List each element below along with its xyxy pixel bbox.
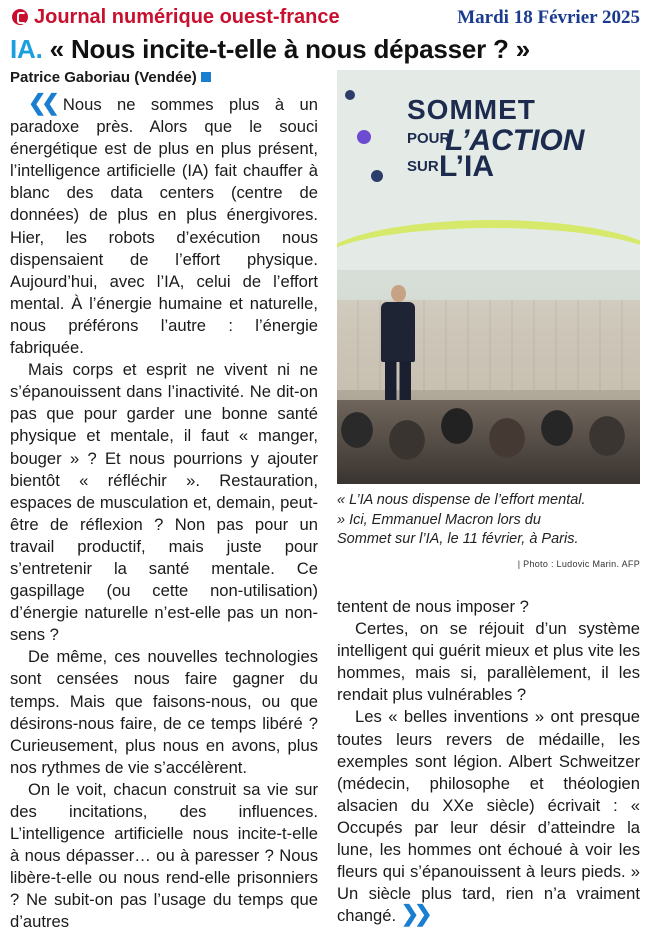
- ouest-france-logo-icon: [12, 9, 28, 25]
- byline-square-icon: [201, 72, 211, 82]
- close-quote-icon: ❯❯: [400, 901, 428, 927]
- sign-line-3-small: SUR: [407, 158, 439, 175]
- network-dot-icon: [371, 170, 383, 182]
- byline: [10, 69, 211, 86]
- sign-line-2-large: L’ACTION: [445, 124, 585, 157]
- author-name: Patrice Gaboriau (Vendée): [10, 69, 197, 86]
- masthead: [8, 6, 642, 30]
- article-left-column: [10, 90, 318, 934]
- paragraph-continuation: tentent de nous imposer ?: [337, 597, 529, 616]
- paragraph: ❮❮ Nous ne sommes plus à un paradoxe près. Alors que le souci énergétique est de plus en plus présent, l’intelligence artificielle (IA) fait chauffer à blanc des data centers (centre de données) de plus en plus énergivores. Hier, les robots d’exécution nous dispensaient de l’effort physique. Aujourd’hui, avec l’IA, celui de l’effort mental. À l’énergie humaine et naturelle, nous préférons l’autre : l’énergie fabriquée.: [10, 90, 318, 358]
- paragraph: On le voit, chacun construit sa vie sur des incitations, des influences. L’intelligence artificielle nous incite-t-elle à nous dépasser… ou à paresser ? Nous libère-t-elle ou nous rend-elle prisonniers ? Ne subit-on pas l’usage du temps que d’autres: [10, 779, 318, 932]
- audience: [337, 400, 640, 484]
- article-photo: [337, 70, 640, 484]
- title-text: « Nous incite-t-elle à nous dépasser ? »: [49, 34, 531, 64]
- paragraph: Les « belles inventions » ont presque toutes leurs revers de médaille, les exemples sont légion. Albert Schweitzer (médecin, philosophe et théologien alsacien du XXe siècle) écrivait : « Occupés par leur désir d’atteindre la lune, les hommes ont échoué à voir les fleurs qui s’épanouissent à leurs pieds. » Un siècle plus tard, rien n’a vraiment changé. ❯❯: [337, 707, 640, 927]
- network-dot-icon: [357, 130, 371, 144]
- photo-caption: « L’IA nous dispense de l’effort mental. » Ici, Emmanuel Macron lors du Sommet sur l’IA, le 11 février, à Paris.: [337, 492, 586, 547]
- photo-credit: | Photo : Ludovic Marin. AFP: [517, 559, 640, 569]
- article-right-column: [337, 596, 640, 927]
- issue-date: Mardi 18 Février 2025: [457, 7, 640, 28]
- sign-line-1: SOMMET: [407, 94, 536, 125]
- brand-name[interactable]: Journal numérique ouest-france: [34, 6, 340, 28]
- network-dot-icon: [345, 90, 355, 100]
- paragraph: Certes, on se réjouit d’un système intelligent qui guérit mieux et plus vite les hommes, mais si, parallèlement, il les rendait plus vulnérables ?: [337, 619, 640, 705]
- summit-sign: [337, 70, 640, 270]
- paragraph: Mais corps et esprit ne vivent ni ne s’épanouissent dans l’inactivité. Ne dit-on pas que pour garder une bonne santé physique et mentale, il faut « manger, bouger » ? Et nous pourrions y ajouter bientôt « réfléchir ». Restauration, espaces de musculation et, demain, peut-être de réflexion ? Non pas pour un travail productif, mais juste pour s’entretenir la santé mentale. Ce gaspillage (ou cette non-utilisation) d’énergie naturelle n’est-elle pas un non-sens ?: [10, 360, 318, 645]
- title-tag: IA.: [10, 34, 43, 64]
- article-title: [10, 34, 530, 65]
- sign-line-3-large: L’IA: [439, 150, 495, 183]
- sign-line-2-small: POUR: [407, 130, 451, 147]
- paragraph: De même, ces nouvelles technologies sont censées nous faire gagner du temps. Mais que faisons-nous, ou que désirons-nous faire, de ce temps libéré ? Curieusement, plus nous en avons, plus nos rythmes de vie s’accélèrent.: [10, 647, 318, 777]
- open-quote-icon: ❮❮: [28, 90, 55, 115]
